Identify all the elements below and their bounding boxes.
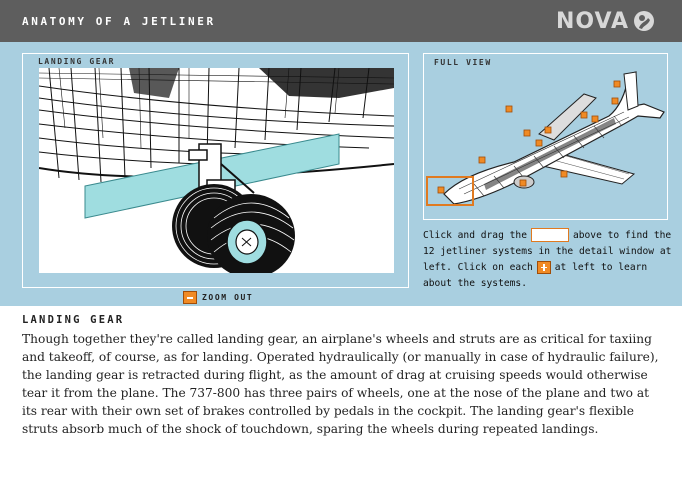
detail-panel (22, 53, 409, 288)
zoom-out-label: ZOOM OUT (202, 293, 254, 302)
landing-gear-illustration (39, 68, 394, 273)
instructions (423, 228, 673, 292)
instructions-text-2: above to find the 12 jetliner systems in the detail window at left. Click on each (423, 230, 672, 273)
page-title: ANATOMY OF A JETLINER (22, 15, 216, 28)
instructions-text-3: at left to learn about the systems. (423, 262, 648, 289)
interactive-stage (0, 42, 682, 306)
nova-logo-text: NOVA (556, 8, 630, 34)
drag-box-icon (531, 228, 569, 242)
detail-window[interactable] (39, 68, 394, 273)
minus-icon (183, 291, 197, 304)
nova-logo[interactable] (556, 8, 655, 34)
detail-panel-label: LANDING GEAR (38, 57, 115, 66)
plus-icon (537, 261, 551, 274)
pbs-icon (633, 10, 655, 32)
instructions-text-1: Click and drag the (423, 230, 527, 241)
full-view-label: FULL VIEW (434, 58, 492, 67)
zoom-out-button[interactable] (183, 291, 253, 304)
header-bar (0, 0, 682, 42)
full-view-panel (423, 53, 668, 220)
section-body: Though together they're called landing gear, an airplane's wheels and struts are as critical for taxiing and takeoff, of course, as for landing. Operated hydraulically (or manually in case of hydraulic failure), the landing gear is retracted during flight, as the amount of drag at cruising speeds would otherwise tear it from the plane. The 737-800 has three pairs of wheels, one at the nose of the plane and two at its rear with their own set of brakes controlled by pedals in the cockpit. The landing gear's flexible struts absorb much of the shock of touchdown, sparing the wheels during repeated landings. (22, 332, 659, 436)
jetliner-overview[interactable] (424, 54, 669, 221)
section-heading: LANDING GEAR (22, 314, 125, 326)
